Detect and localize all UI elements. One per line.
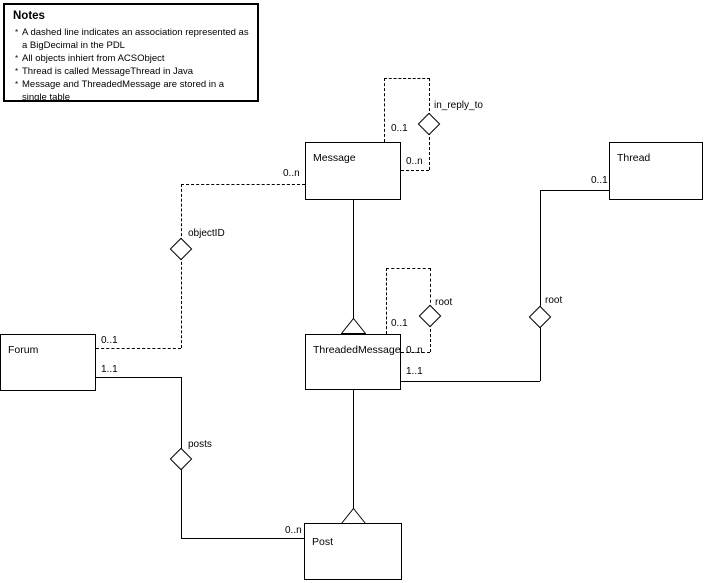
- in-reply-to-line-segment: [429, 78, 430, 116]
- root-thread-line-segment: [540, 190, 609, 191]
- multiplicity-in-reply-to-side: 0..n: [406, 156, 423, 167]
- association-diamond-root-thread: [529, 306, 552, 329]
- class-label-forum: Forum: [8, 344, 39, 356]
- multiplicity-posts-post: 0..n: [285, 525, 302, 536]
- in-reply-to-line-segment: [401, 170, 429, 171]
- class-label-threaded-message: ThreadedMessage: [313, 344, 401, 356]
- notes-item: [15, 65, 251, 78]
- in-reply-to-line-segment: [384, 78, 430, 79]
- root-self-line-segment: [386, 268, 387, 334]
- multiplicity-root-threaded-message-side: 1..1: [406, 366, 423, 377]
- root-thread-line-segment: [540, 325, 541, 381]
- notes-item: [15, 52, 251, 65]
- multiplicity-root-thread-side: 0..1: [591, 175, 608, 186]
- notes-item-text: All objects inhiert from ACSObject: [22, 53, 165, 64]
- root-self-line-segment: [430, 324, 431, 352]
- notes-item: [15, 26, 251, 52]
- generalization-arrow-icon: [341, 508, 366, 524]
- association-label-root-self: root: [435, 297, 453, 308]
- notes-title: Notes: [13, 10, 45, 22]
- class-label-post: Post: [312, 536, 334, 548]
- root-self-line-segment: [430, 268, 431, 308]
- bullet-glyph: *: [15, 54, 19, 63]
- object-id-line-segment: [181, 184, 182, 241]
- class-label-message: Message: [313, 152, 356, 164]
- in-reply-to-line-segment: [384, 78, 385, 142]
- association-label-object-id: objectID: [188, 228, 225, 239]
- association-label-posts: posts: [188, 439, 212, 450]
- class-box-post: [304, 523, 402, 580]
- bullet-glyph: *: [15, 80, 19, 89]
- association-diamond-posts: [170, 448, 193, 471]
- posts-line-segment: [181, 467, 182, 538]
- class-box-forum: [0, 334, 96, 391]
- association-diamond-root-self: [419, 305, 442, 328]
- multiplicity-root-self-side: 0..n: [406, 345, 423, 356]
- notes-item: [15, 78, 251, 104]
- class-box-threaded-message: [305, 334, 401, 390]
- class-box-thread: [609, 142, 703, 200]
- association-label-root-thread: root: [545, 295, 563, 306]
- in-reply-to-line-segment: [429, 132, 430, 170]
- notes-box: [3, 3, 259, 102]
- notes-item-text: A dashed line indicates an association represented as a BigDecimal in the PDL: [22, 27, 249, 51]
- posts-line-segment: [181, 377, 182, 451]
- posts-line-segment: [96, 377, 181, 378]
- generalization-line-message: [353, 200, 354, 319]
- generalization-line-post: [353, 390, 354, 509]
- multiplicity-object-id-forum: 0..1: [101, 335, 118, 346]
- multiplicity-object-id-message: 0..n: [283, 168, 300, 179]
- bullet-glyph: *: [15, 67, 19, 76]
- multiplicity-posts-forum: 1..1: [101, 364, 118, 375]
- class-label-thread: Thread: [617, 152, 651, 164]
- root-self-line-segment: [386, 268, 431, 269]
- multiplicity-in-reply-to-top: 0..1: [391, 123, 408, 134]
- object-id-line-segment: [181, 184, 305, 185]
- multiplicity-root-self-top: 0..1: [391, 318, 408, 329]
- class-box-message: [305, 142, 401, 200]
- root-thread-line-segment: [401, 381, 540, 382]
- object-id-line-segment: [181, 257, 182, 348]
- association-label-in-reply-to: in_reply_to: [434, 100, 483, 111]
- root-thread-line-segment: [540, 190, 541, 309]
- notes-item-text: Thread is called MessageThread in Java: [22, 66, 194, 77]
- association-diamond-object-id: [170, 238, 193, 261]
- generalization-arrow-icon: [341, 318, 366, 334]
- notes-item-text: Message and ThreadedMessage are stored in a single table: [22, 79, 225, 103]
- association-diamond-in-reply-to: [418, 113, 441, 136]
- posts-line-segment: [181, 538, 304, 539]
- bullet-glyph: *: [15, 28, 19, 37]
- object-id-line-segment: [96, 348, 181, 349]
